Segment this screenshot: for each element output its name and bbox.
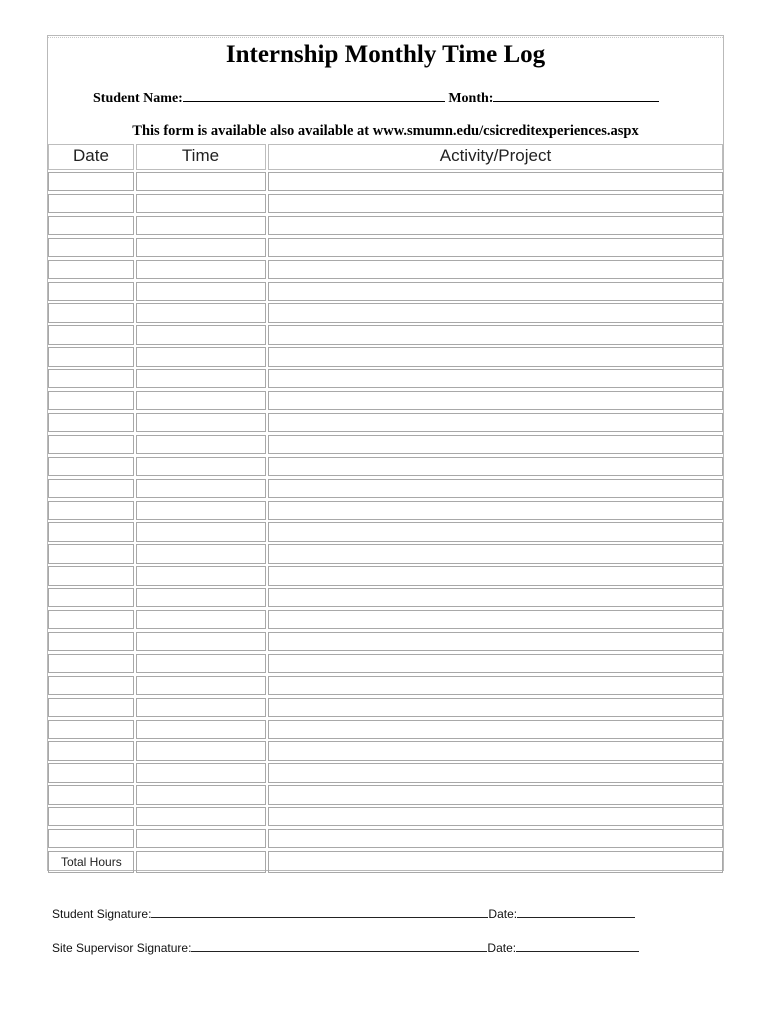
total-cell-date xyxy=(48,851,134,873)
supervisor-signature-label: Site Supervisor Signature: xyxy=(52,941,192,955)
log-cell-time[interactable] xyxy=(136,413,266,432)
log-cell-date[interactable] xyxy=(48,172,134,191)
log-cell-time[interactable] xyxy=(136,238,266,257)
log-cell-time[interactable] xyxy=(136,676,266,695)
log-cell-date[interactable] xyxy=(48,282,134,301)
log-cell-activity[interactable] xyxy=(268,807,723,826)
log-cell-date[interactable] xyxy=(48,588,134,607)
log-cell-date[interactable] xyxy=(48,501,134,520)
log-cell-time[interactable] xyxy=(136,741,266,760)
log-cell-time[interactable] xyxy=(136,763,266,782)
student-date-field[interactable] xyxy=(517,906,635,918)
log-cell-time[interactable] xyxy=(136,501,266,520)
log-cell-activity[interactable] xyxy=(268,610,723,629)
month-field[interactable] xyxy=(493,87,659,102)
header-cell-time xyxy=(136,144,266,170)
student-signature-row xyxy=(52,906,635,922)
log-cell-date[interactable] xyxy=(48,479,134,498)
log-cell-date[interactable] xyxy=(48,610,134,629)
log-cell-date[interactable] xyxy=(48,807,134,826)
log-cell-date[interactable] xyxy=(48,260,134,279)
column-header-date: Date xyxy=(73,146,109,165)
log-cell-date[interactable] xyxy=(48,785,134,804)
log-cell-activity[interactable] xyxy=(268,763,723,782)
log-cell-date[interactable] xyxy=(48,457,134,476)
log-cell-activity[interactable] xyxy=(268,829,723,848)
log-cell-date[interactable] xyxy=(48,413,134,432)
log-cell-activity[interactable] xyxy=(268,457,723,476)
log-cell-date[interactable] xyxy=(48,566,134,585)
log-cell-activity[interactable] xyxy=(268,369,723,388)
header-cell-date xyxy=(48,144,134,170)
supervisor-date-field[interactable] xyxy=(516,940,639,952)
log-cell-time[interactable] xyxy=(136,282,266,301)
log-cell-time[interactable] xyxy=(136,632,266,651)
log-cell-time[interactable] xyxy=(136,829,266,848)
log-cell-time[interactable] xyxy=(136,216,266,235)
log-cell-date[interactable] xyxy=(48,676,134,695)
log-cell-time[interactable] xyxy=(136,544,266,563)
log-cell-time[interactable] xyxy=(136,610,266,629)
log-cell-activity[interactable] xyxy=(268,260,723,279)
log-cell-time[interactable] xyxy=(136,698,266,717)
log-cell-time[interactable] xyxy=(136,457,266,476)
log-cell-time[interactable] xyxy=(136,260,266,279)
log-cell-time[interactable] xyxy=(136,720,266,739)
log-cell-date[interactable] xyxy=(48,369,134,388)
column-header-activity: Activity/Project xyxy=(439,146,552,165)
log-cell-activity[interactable] xyxy=(268,391,723,410)
total-hours-label: Total Hours xyxy=(61,854,122,869)
log-cell-date[interactable] xyxy=(48,632,134,651)
log-cell-activity[interactable] xyxy=(268,303,723,322)
log-cell-date[interactable] xyxy=(48,522,134,541)
log-cell-time[interactable] xyxy=(136,194,266,213)
student-name-row xyxy=(93,87,659,108)
log-cell-date[interactable] xyxy=(48,238,134,257)
log-cell-date[interactable] xyxy=(48,720,134,739)
student-date-label: Date: xyxy=(488,907,518,921)
log-cell-activity[interactable] xyxy=(268,194,723,213)
log-cell-activity[interactable] xyxy=(268,588,723,607)
log-cell-time[interactable] xyxy=(136,522,266,541)
supervisor-date-label: Date: xyxy=(487,941,517,955)
availability-note: This form is available also available at www.smumn.edu/csicreditexperiences.aspx xyxy=(132,123,639,139)
log-cell-date[interactable] xyxy=(48,698,134,717)
month-label: Month: xyxy=(448,91,494,106)
log-cell-time[interactable] xyxy=(136,588,266,607)
log-cell-activity[interactable] xyxy=(268,720,723,739)
log-cell-activity[interactable] xyxy=(268,566,723,585)
student-signature-field[interactable] xyxy=(151,906,488,918)
log-cell-date[interactable] xyxy=(48,654,134,673)
log-cell-activity[interactable] xyxy=(268,172,723,191)
log-cell-date[interactable] xyxy=(48,216,134,235)
total-cell-time[interactable] xyxy=(136,851,266,873)
student-signature-label: Student Signature: xyxy=(52,907,152,921)
total-cell-activity[interactable] xyxy=(268,851,723,873)
log-cell-date[interactable] xyxy=(48,194,134,213)
log-cell-activity[interactable] xyxy=(268,216,723,235)
column-header-time: Time xyxy=(181,146,220,165)
log-cell-date[interactable] xyxy=(48,391,134,410)
log-cell-activity[interactable] xyxy=(268,676,723,695)
log-cell-activity[interactable] xyxy=(268,238,723,257)
log-cell-activity[interactable] xyxy=(268,522,723,541)
log-cell-date[interactable] xyxy=(48,347,134,366)
log-cell-date[interactable] xyxy=(48,325,134,344)
log-cell-time[interactable] xyxy=(136,654,266,673)
log-cell-time[interactable] xyxy=(136,785,266,804)
log-cell-activity[interactable] xyxy=(268,741,723,760)
log-cell-date[interactable] xyxy=(48,303,134,322)
log-cell-date[interactable] xyxy=(48,435,134,454)
log-cell-activity[interactable] xyxy=(268,435,723,454)
log-cell-time[interactable] xyxy=(136,347,266,366)
student-name-field[interactable] xyxy=(183,87,445,102)
log-cell-activity[interactable] xyxy=(268,479,723,498)
log-cell-date[interactable] xyxy=(48,829,134,848)
log-cell-time[interactable] xyxy=(136,172,266,191)
log-cell-activity[interactable] xyxy=(268,785,723,804)
log-cell-activity[interactable] xyxy=(268,347,723,366)
log-cell-time[interactable] xyxy=(136,391,266,410)
student-name-label: Student Name: xyxy=(93,91,183,106)
log-cell-activity[interactable] xyxy=(268,632,723,651)
log-cell-activity[interactable] xyxy=(268,282,723,301)
supervisor-signature-row xyxy=(52,940,639,956)
log-cell-activity[interactable] xyxy=(268,544,723,563)
log-cell-activity[interactable] xyxy=(268,325,723,344)
log-cell-date[interactable] xyxy=(48,544,134,563)
log-cell-activity[interactable] xyxy=(268,413,723,432)
log-cell-time[interactable] xyxy=(136,435,266,454)
log-cell-activity[interactable] xyxy=(268,501,723,520)
log-cell-time[interactable] xyxy=(136,325,266,344)
log-cell-time[interactable] xyxy=(136,369,266,388)
log-cell-time[interactable] xyxy=(136,807,266,826)
log-cell-date[interactable] xyxy=(48,741,134,760)
log-cell-time[interactable] xyxy=(136,303,266,322)
log-cell-time[interactable] xyxy=(136,566,266,585)
log-cell-date[interactable] xyxy=(48,763,134,782)
header-cell-activity xyxy=(268,144,723,170)
page-title: Internship Monthly Time Log xyxy=(225,41,546,68)
log-cell-time[interactable] xyxy=(136,479,266,498)
log-cell-activity[interactable] xyxy=(268,654,723,673)
log-cell-activity[interactable] xyxy=(268,698,723,717)
supervisor-signature-field[interactable] xyxy=(191,940,487,952)
